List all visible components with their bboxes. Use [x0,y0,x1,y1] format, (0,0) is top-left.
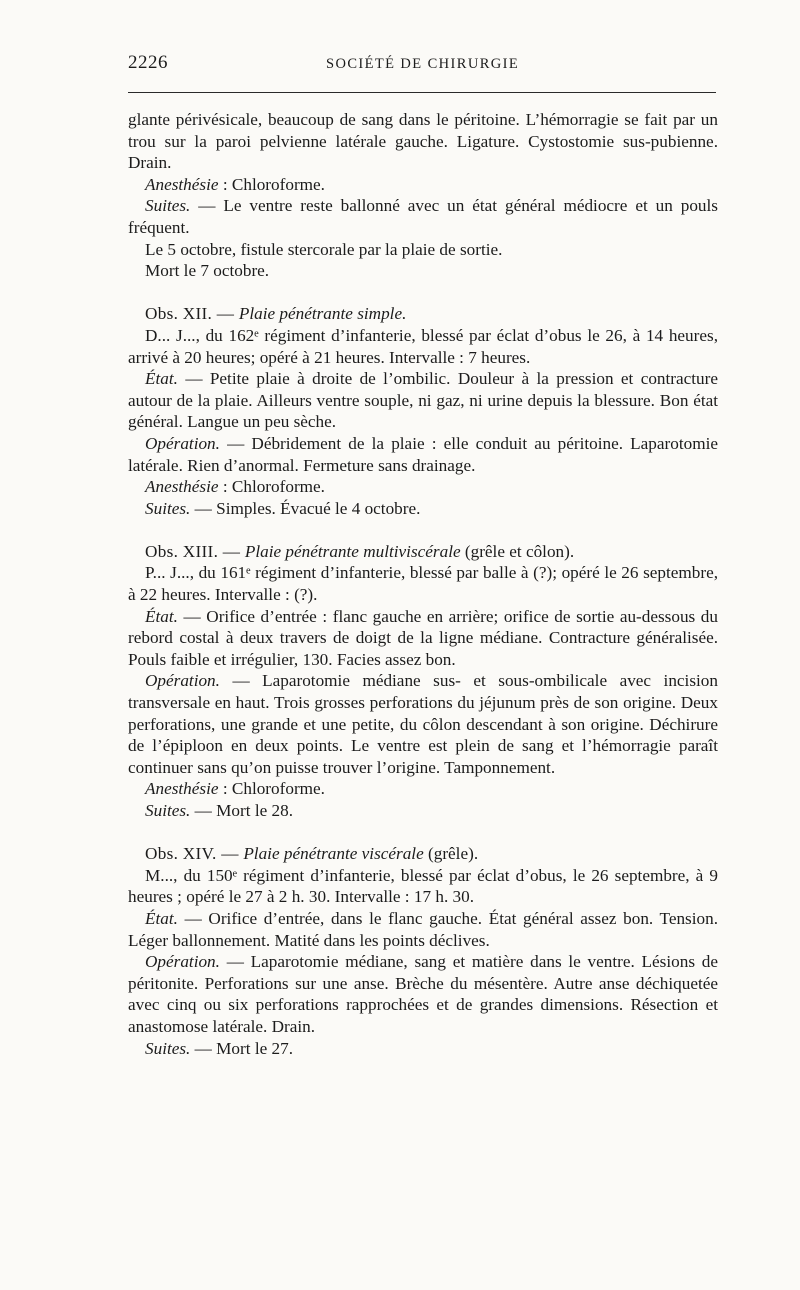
suites-paragraph [128,800,718,822]
suites-text: — Mort le 28. [190,801,293,820]
operation-paragraph [128,670,718,778]
operation-text: — Débridement de la plaie : elle conduit au péritoine. Laparotomie latérale. Rien d’anormal. Fermeture sans drainage. [128,433,718,475]
observation-title: Plaie pénétrante viscérale [243,844,424,864]
running-title: SOCIÉTÉ DE CHIRURGIE [326,56,520,72]
page-number: 2226 [128,52,168,73]
anesthesia-text: : Chloroforme. [218,779,325,799]
page-header [128,52,718,80]
header-rule [128,92,716,93]
suites-label: Suites. [145,196,191,216]
paragraph: M..., du 150ᵉ régiment d’infanterie, blessé par éclat d’obus, le 26 septembre, à 9 heures ; opéré le 27 à 2 h. 30. Intervalle : 17 h. 30. [128,865,718,907]
observation-title: Plaie pénétrante multiviscérale [244,541,461,561]
observation-heading [128,303,718,325]
operation-text: — Laparotomie médiane, sang et matière dans le ventre. Lésions de péritonite. Perforations sur une anse. Brèche du mésentère. Autre anse déchiquetée avec cinq ou six perforations rapprochées et de grandes dimensions. Résection et anastomose latérale. Drain. [128,952,718,1036]
etat-paragraph [128,908,718,951]
etat-text: — Petite plaie à droite de l’ombilic. Douleur à la pression et contracture autour de la plaie. Ailleurs ventre souple, ni gaz, ni urine depuis la blessure. Bon état général. Langue un peu sèche. [128,369,718,432]
etat-label: État. [145,908,178,928]
observation-title-suffix: (grêle). [423,844,479,864]
suites-text: — Mort le 27. [190,1038,293,1058]
suites-text: — Le ventre reste ballonné avec un état général médiocre et un pouls fréquent. [128,196,718,237]
anesthesia-text: : Chloroforme. [218,174,325,194]
anesthesia-line [128,476,718,498]
paragraph: glante périvésicale, beaucoup de sang dans le péritoine. L’hémorragie se fait par un trou sur la paroi pelvienne latérale gauche. Ligature. Cystostomie sus-pubienne. Drain. [128,110,718,173]
operation-paragraph [128,433,718,476]
operation-paragraph [128,951,718,1037]
etat-label: État. [145,606,178,626]
observation-label: Obs. XII. — [145,304,239,324]
etat-text: — Orifice d’entrée : flanc gauche en arrière; orifice de sortie au-dessous du rebord costal à deux travers de doigt de la ligne médiane. Contracture généralisée. Pouls faible et irrégulier, 130. Facies assez bon. [128,606,718,669]
paragraph: P... J..., du 161ᵉ régiment d’infanterie, blessé par balle à (?); opéré le 26 septembre, à 22 heures. Intervalle : (?). [128,563,718,605]
anesthesia-label: Anesthésie [145,779,219,799]
etat-label: État. [145,369,178,389]
observation-title-suffix: (grêle et côlon). [460,541,575,561]
observation-title: Plaie pénétrante simple. [238,304,407,324]
anesthesia-line [128,174,718,196]
anesthesia-label: Anesthésie [145,477,219,497]
suites-text: — Simples. Évacué le 4 octobre. [190,498,421,518]
operation-text: — Laparotomie médiane sus- et sous-ombilicale avec incision transversale en haut. Trois grosses perforations du jéjunum près de son origine. Deux perforations, une grande et une petite, du côlon descendant à son origine. Déchirure de l’épiploon en deux points. Le ventre est plein de sang et l’hémorragie paraît continuer sans qu’on puisse trouver l’origine. Tamponnement. [128,671,718,777]
paragraph: Le 5 octobre, fistule stercorale par la plaie de sortie. [145,239,503,259]
etat-paragraph [128,606,718,671]
etat-text: — Orifice d’entrée, dans le flanc gauche. État général assez bon. Tension. Léger ballonnement. Matité dans les points déclives. [128,908,718,950]
paragraph: D... J..., du 162ᵉ régiment d’infanterie, blessé par éclat d’obus le 26, à 14 heures, arrivé à 20 heures; opéré à 21 heures. Intervalle : 7 heures. [128,325,718,367]
etat-paragraph [128,368,718,433]
suites-label: Suites. [145,801,191,820]
paragraph: Mort le 7 octobre. [145,261,270,281]
suites-paragraph [128,498,718,520]
anesthesia-label: Anesthésie [145,174,219,194]
suites-paragraph [128,1038,718,1060]
suites-label: Suites. [145,1038,191,1058]
observation-heading [128,541,718,563]
anesthesia-line [128,778,718,800]
suites-paragraph [128,195,718,238]
observation-label: Obs. XIV. — [145,844,244,864]
operation-label: Opération. [145,952,220,972]
observation-heading [128,843,718,865]
document-page [128,52,718,1059]
operation-label: Opération. [145,433,220,453]
anesthesia-text: : Chloroforme. [218,477,325,497]
operation-label: Opération. [145,671,220,691]
observation-label: Obs. XIII. — [145,541,245,561]
suites-label: Suites. [145,498,191,518]
body-text [128,109,718,1059]
